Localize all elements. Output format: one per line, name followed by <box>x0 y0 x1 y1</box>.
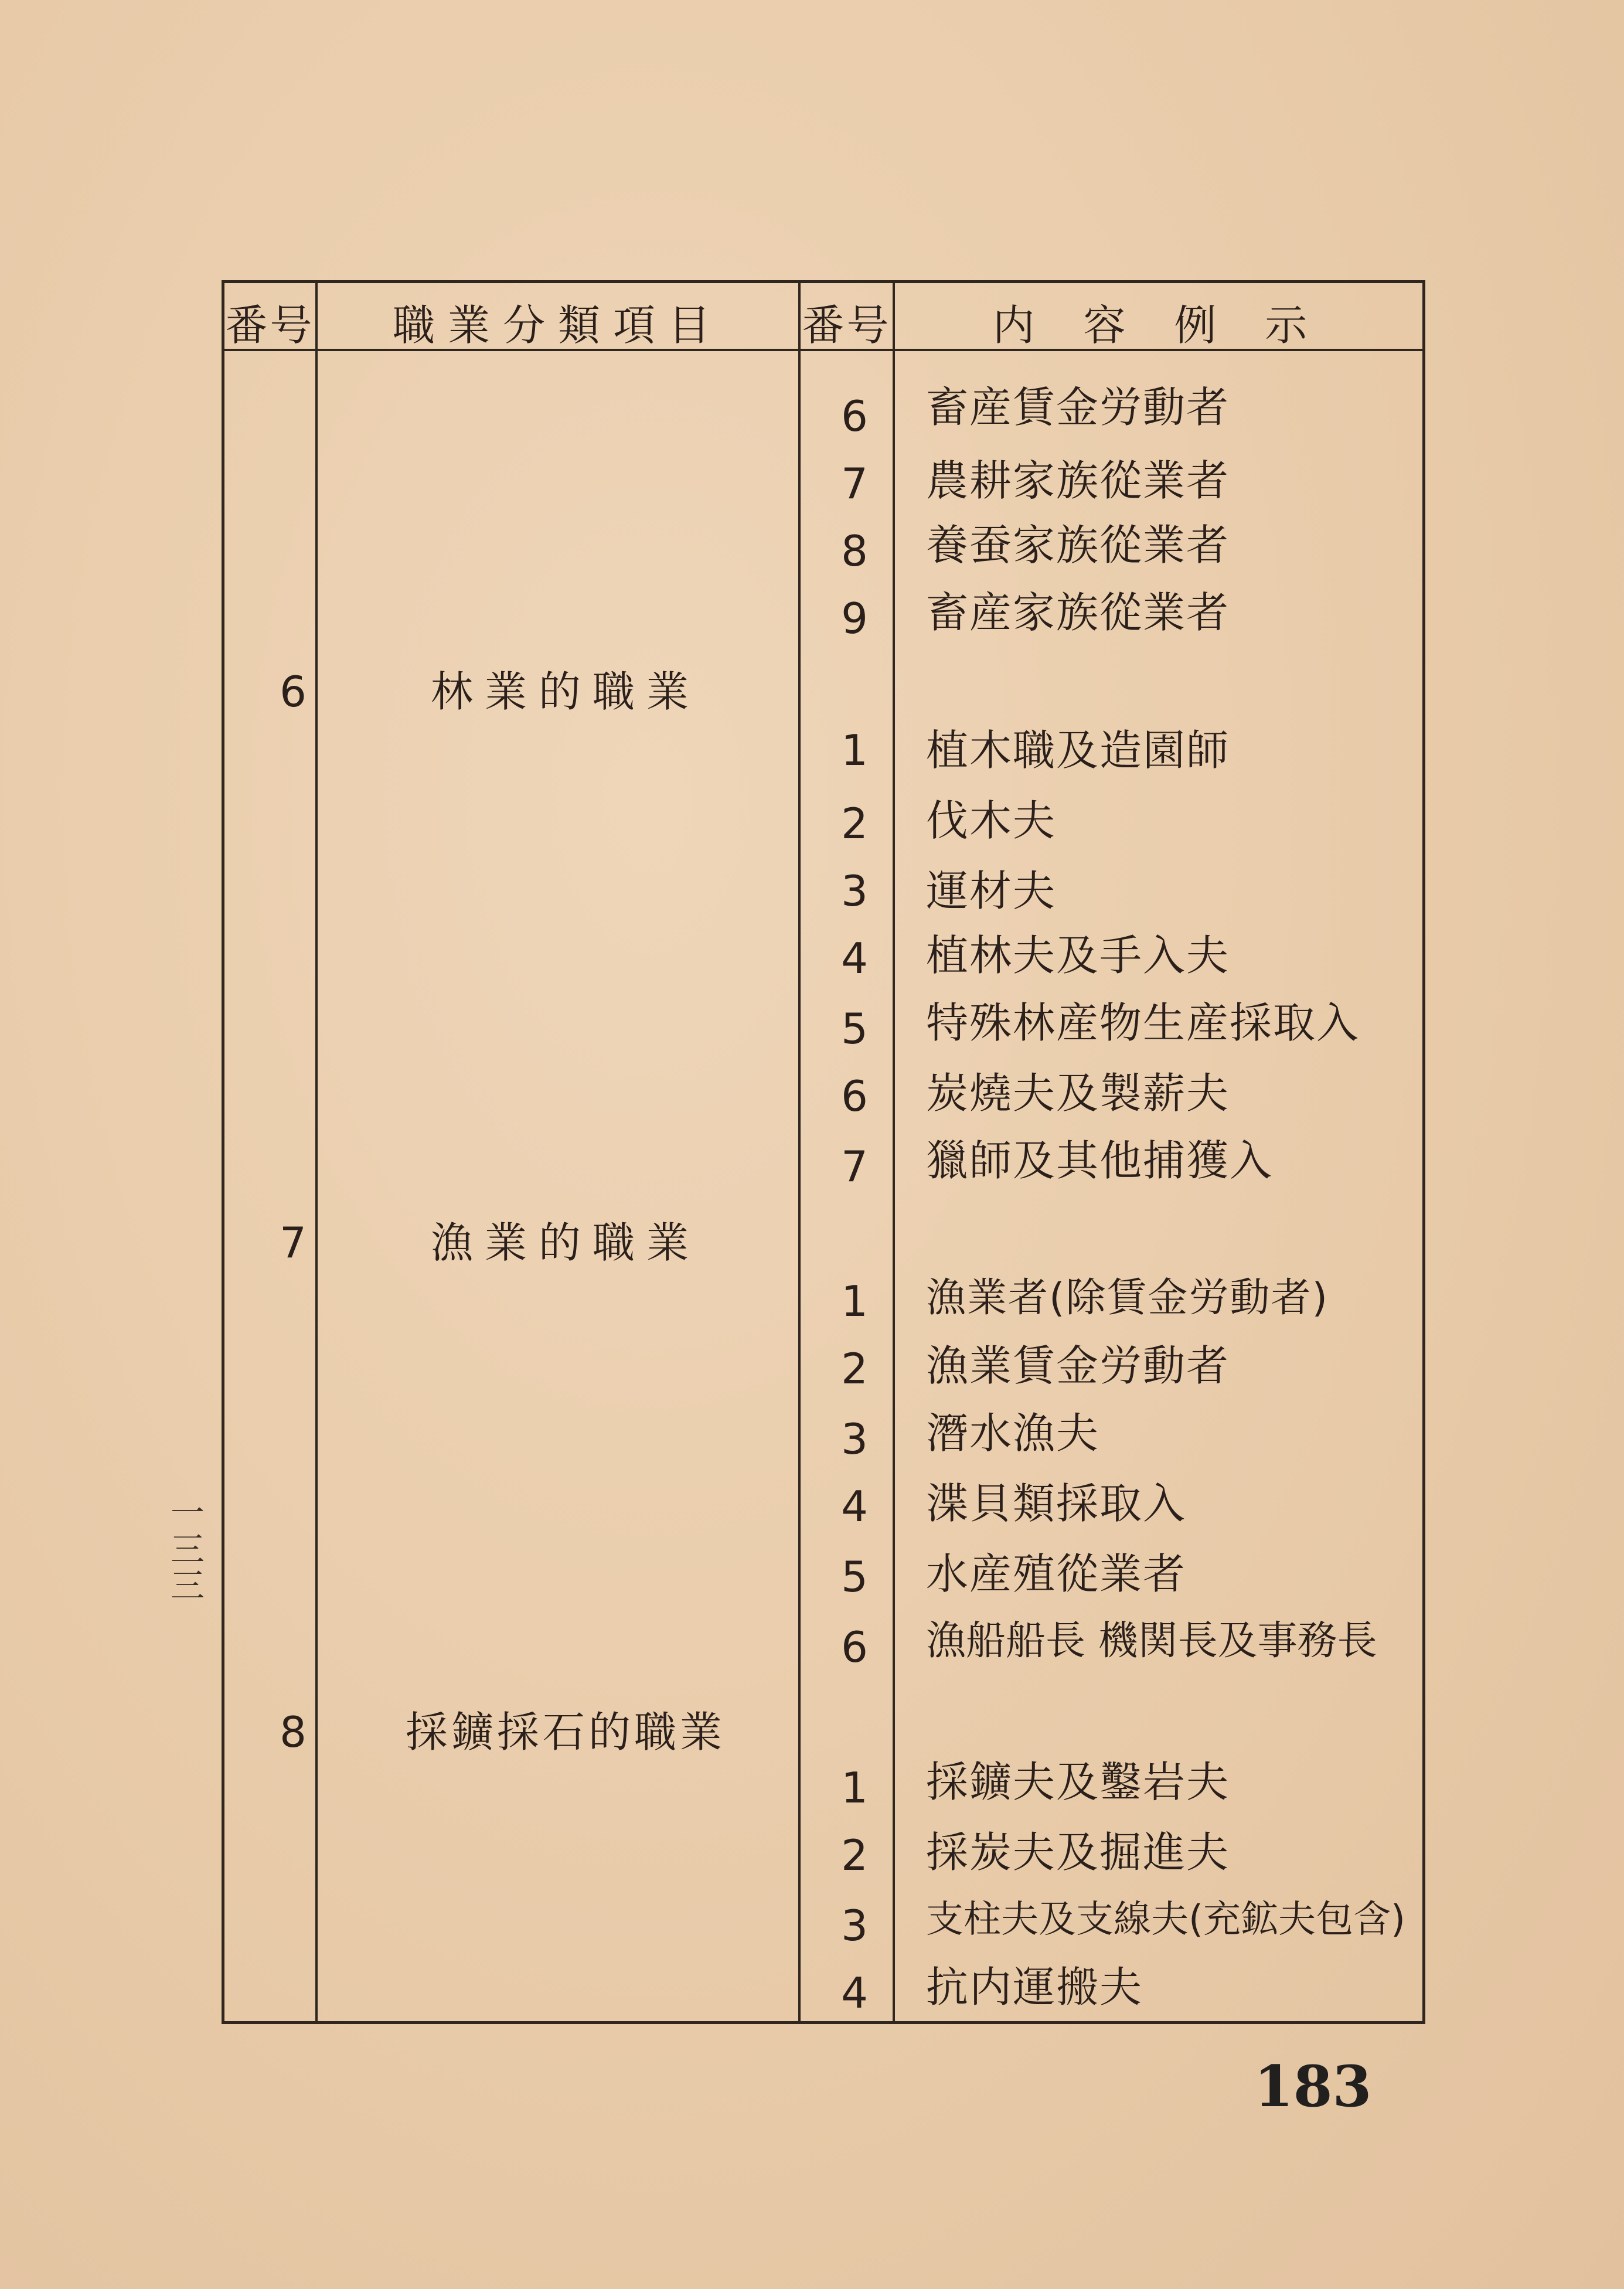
item-text: 抗内運搬夫 <box>926 1963 1143 2012</box>
item-text: 水産殖從業者 <box>926 1549 1187 1598</box>
item-text: 漁業者(除賃金労動者) <box>926 1275 1329 1321</box>
item-text: 漁船船長 機関長及事務長 <box>926 1618 1377 1664</box>
item-number: 5 <box>841 1004 868 1053</box>
item-text: 畜産家族從業者 <box>926 588 1230 637</box>
item-text: 植林夫及手入夫 <box>926 931 1230 980</box>
column-divider-3 <box>893 280 895 2024</box>
header-number: 番号 <box>225 301 315 350</box>
item-number: 7 <box>841 459 868 508</box>
item-number: 9 <box>841 594 868 643</box>
header-category: 職業分類項目 <box>392 301 723 350</box>
item-number: 7 <box>841 1142 868 1191</box>
item-number: 2 <box>841 799 868 848</box>
item-number: 1 <box>841 1763 868 1812</box>
item-number: 1 <box>841 1277 868 1326</box>
item-text: 獵師及其他捕獲入 <box>926 1136 1274 1185</box>
side-page-mark: 一三三 <box>170 1493 205 1606</box>
item-text: 畜産賃金労動者 <box>926 383 1230 432</box>
item-number: 2 <box>841 1831 868 1880</box>
item-text: 植木職及造園師 <box>926 726 1230 775</box>
item-text: 農耕家族從業者 <box>926 456 1230 505</box>
item-text: 炭燒夫及製薪夫 <box>926 1069 1230 1118</box>
item-number: 4 <box>841 1968 868 2018</box>
item-text: 潛水漁夫 <box>926 1409 1100 1458</box>
header-examples: 内 容 例 示 <box>992 301 1325 350</box>
column-divider-1 <box>315 280 318 2024</box>
item-number: 8 <box>841 526 868 576</box>
category-number: 8 <box>280 1708 307 1757</box>
item-text: 渫貝類採取入 <box>926 1479 1187 1528</box>
category-label: 漁業的職業 <box>430 1218 700 1267</box>
item-number: 3 <box>841 1414 868 1464</box>
column-divider-2 <box>798 280 801 2024</box>
item-text: 伐木夫 <box>926 796 1057 845</box>
item-number: 2 <box>841 1344 868 1393</box>
header-item-number: 番号 <box>802 301 891 350</box>
category-label: 採鑛採石的職業 <box>405 1708 726 1757</box>
item-number: 3 <box>841 866 868 916</box>
item-number: 4 <box>841 1482 868 1531</box>
item-text: 支柱夫及支線夫(充鉱夫包含) <box>926 1898 1405 1941</box>
category-number: 6 <box>280 667 307 716</box>
item-text: 漁業賃金労動者 <box>926 1341 1230 1390</box>
item-text: 運材夫 <box>926 866 1057 916</box>
category-label: 林業的職業 <box>430 667 700 716</box>
item-number: 6 <box>841 1072 868 1121</box>
item-number: 6 <box>841 1623 868 1672</box>
item-number: 1 <box>841 726 868 775</box>
item-text: 採鑛夫及鑿岩夫 <box>926 1757 1230 1807</box>
item-text: 養蚕家族從業者 <box>926 521 1230 570</box>
item-number: 3 <box>841 1901 868 1950</box>
item-number: 6 <box>841 392 868 441</box>
item-number: 5 <box>841 1552 868 1601</box>
page-number: 183 <box>1254 2053 1372 2120</box>
category-number: 7 <box>280 1218 307 1267</box>
item-text: 採炭夫及掘進夫 <box>926 1828 1230 1877</box>
item-number: 4 <box>841 934 868 983</box>
item-text: 特殊林産物生産採取入 <box>926 998 1360 1047</box>
